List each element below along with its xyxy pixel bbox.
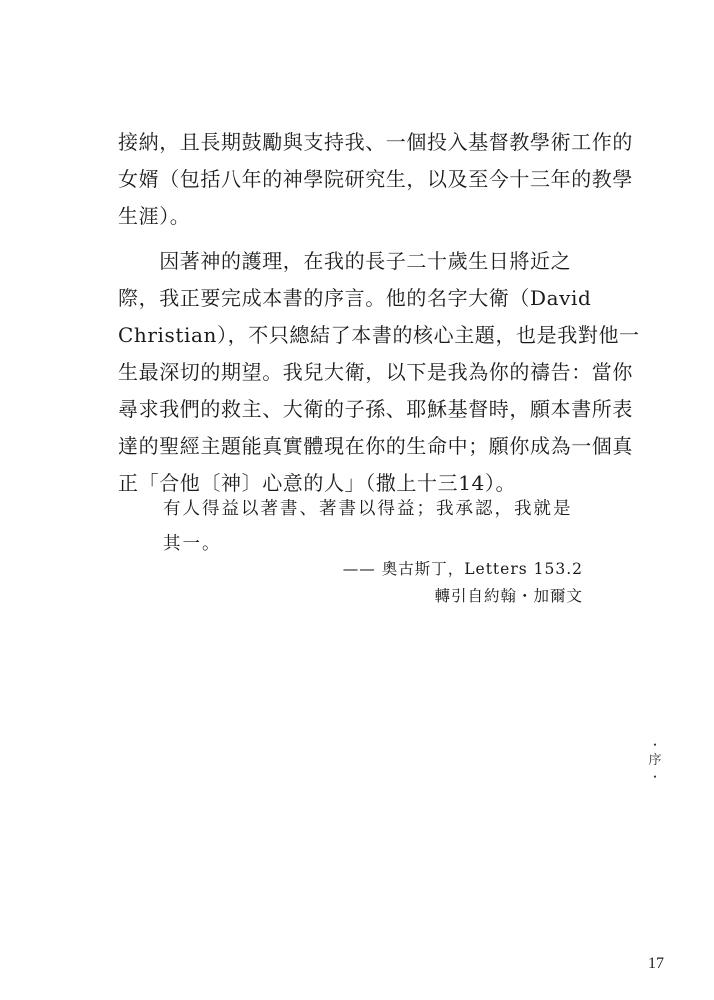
text-line: 際，我正要完成本書的序言。他的名字大衛（David	[118, 286, 592, 310]
text-line: 達的聖經主題能真實體現在你的生命中；願你成為一個真	[118, 434, 633, 458]
text-line: 因著神的護理，在我的長子二十歲生日將近之	[118, 249, 572, 273]
attribution-author: —— 奧古斯丁，Letters 153.2	[342, 560, 583, 578]
text-line: 生最深切的期望。我兒大衛，以下是我為你的禱告：當你	[118, 360, 633, 384]
quote-line: 有人得益以著書、著書以得益；我承認，我就是	[163, 499, 573, 519]
text-line: 女婿（包括八年的神學院研究生，以及至今十三年的教學	[118, 167, 633, 191]
marker-dot-bottom: ・	[648, 770, 661, 784]
text-line: 尋求我們的救主、大衛的子孫、耶穌基督時，願本書所表	[118, 397, 633, 421]
section-marker	[646, 738, 664, 784]
text-line: Christian），不只總結了本書的核心主題，也是我對他一	[118, 323, 640, 347]
paragraph-2	[118, 243, 640, 502]
text-line: 正「合他〔神〕心意的人」（撒上十三14）。	[118, 471, 517, 495]
attribution-source: 轉引自約翰・加爾文	[434, 587, 583, 605]
quote-line: 其一。	[163, 534, 222, 554]
marker-dot-top: ・	[648, 738, 661, 752]
paragraph-1	[118, 124, 633, 235]
epigraph-quote	[163, 492, 583, 562]
page-number: 17	[648, 955, 664, 972]
text-line: 接納，且長期鼓勵與支持我、一個投入基督教學術工作的	[118, 130, 633, 154]
section-label: 序	[648, 753, 662, 768]
text-line: 生涯）。	[118, 204, 191, 228]
preface-body	[118, 124, 640, 502]
quote-attribution	[343, 556, 583, 610]
